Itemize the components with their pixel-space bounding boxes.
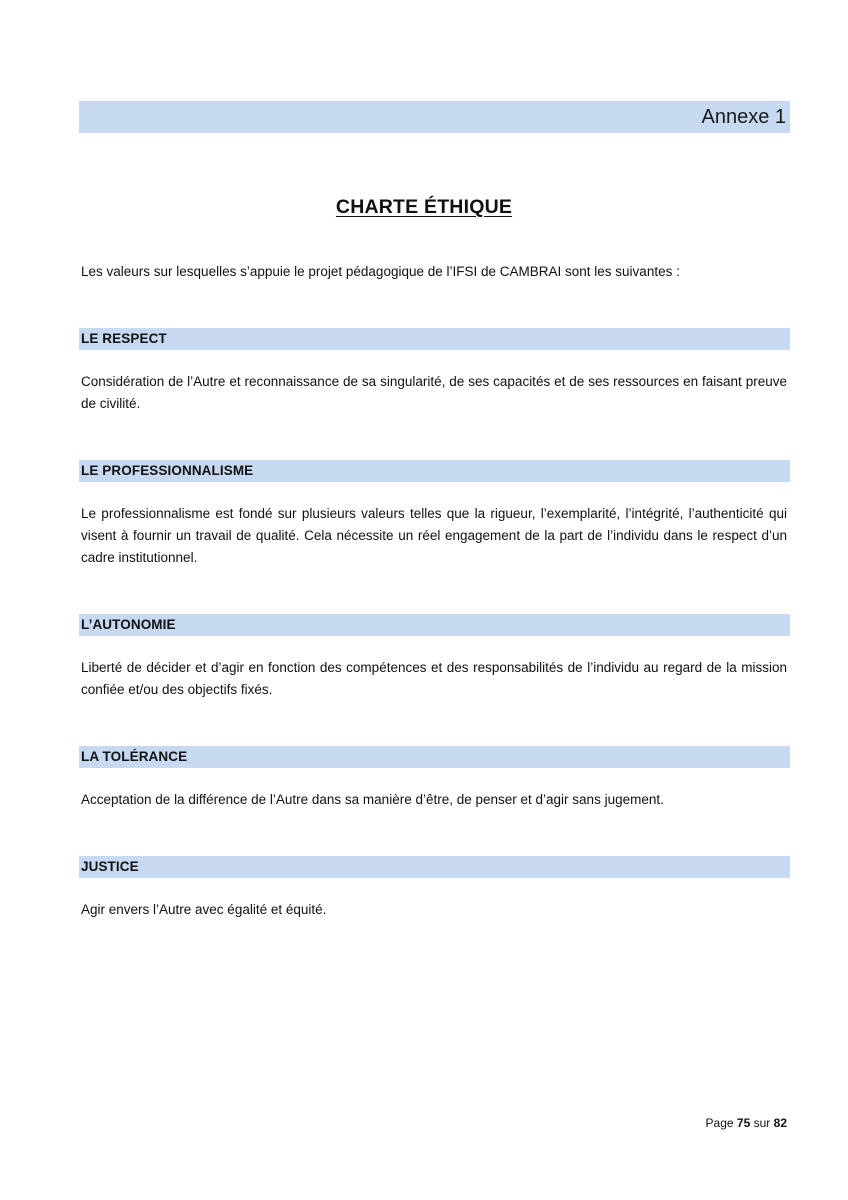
section-text-respect: Considération de l’Autre et reconnaissance de sa singularité, de ses capacités et de ses ressources en faisant preuve de civilité.: [81, 374, 787, 411]
section-header-tolerance: [79, 746, 790, 768]
document-title: CHARTE ÉTHIQUE: [335, 196, 513, 218]
section-text-autonomie: Liberté de décider et d’agir en fonction des compétences et des responsabilités de l’individu au regard de la mission confiée et/ou des objectifs fixés.: [81, 660, 787, 697]
section-text-justice: Agir envers l’Autre avec égalité et équité.: [81, 902, 327, 917]
section-title: L’AUTONOMIE: [81, 617, 176, 632]
page-current: 75: [736, 1116, 751, 1130]
section-header-professionnalisme: [79, 460, 790, 482]
page-prefix: Page: [705, 1116, 734, 1130]
page-separator: sur: [753, 1116, 771, 1130]
section-header-respect: [79, 328, 790, 350]
section-title: LA TOLÉRANCE: [81, 749, 188, 764]
page-total: 82: [773, 1116, 787, 1130]
intro-paragraph: Les valeurs sur lesquelles s’appuie le projet pédagogique de l’IFSI de CAMBRAI sont les suivantes :: [81, 264, 680, 279]
section-text-tolerance: Acceptation de la différence de l’Autre dans sa manière d’être, de penser et d’agir sans jugement.: [81, 792, 664, 807]
page-footer: [706, 1115, 787, 1131]
section-text-professionnalisme: Le professionnalisme est fondé sur plusieurs valeurs telles que la rigueur, l’exemplarité, l’intégrité, l’authenticité qui visent à fournir un travail de qualité. Cela nécessite un réel engagement de la part de l’individu dans le respect d’un cadre institutionnel.: [81, 506, 787, 565]
section-header-justice: [79, 856, 790, 878]
annex-label: Annexe 1: [701, 106, 786, 128]
annex-header-bar: [79, 101, 790, 133]
section-title: LE PROFESSIONNALISME: [81, 463, 254, 478]
section-title: JUSTICE: [81, 859, 139, 874]
section-title: LE RESPECT: [81, 331, 167, 346]
section-header-autonomie: [79, 614, 790, 636]
